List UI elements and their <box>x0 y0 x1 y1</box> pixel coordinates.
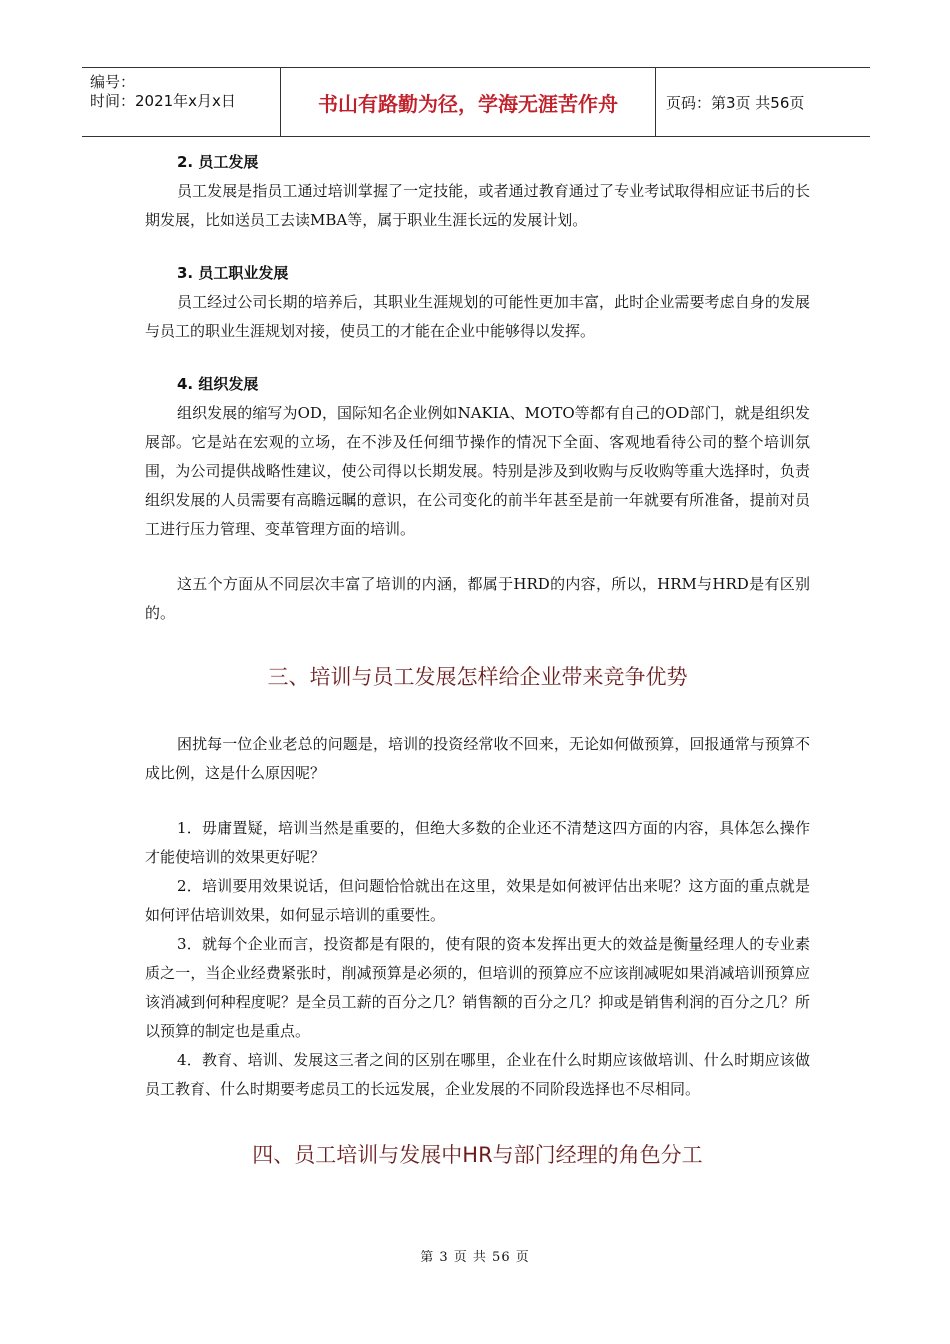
paragraph-organization-development: 组织发展的缩写为OD，国际知名企业例如NAKIA、MOTO等都有自己的OD部门，就是组织发展部。它是站在宏观的立场，在不涉及任何细节操作的情况下全面、客观地看待公司的整个培训氛围，为公司提供战略性建议，使公司得以长期发展。特别是涉及到收购与反收购等重大选择时，负责组织发展的人员需要有高瞻远瞩的意识，在公司变化的前半年甚至是前一年就要有所准备，提前对员工进行压力管理、变革管理方面的培训。 <box>145 404 810 538</box>
paragraph-career-development: 员工经过公司长期的培养后，其职业生涯规划的可能性更加丰富，此时企业需要考虑自身的发展与员工的职业生涯规划对接，使员工的才能在企业中能够得以发挥。 <box>145 293 810 340</box>
header-meta <box>82 68 281 136</box>
document-body <box>145 150 810 1170</box>
page-footer: 第 3 页 共 56 页 <box>420 1250 530 1265</box>
paragraph-intro: 困扰每一位企业老总的问题是，培训的投资经常收不回来，无论如何做预算，回报通常与预算不成比例，这是什么原因呢？ <box>145 735 810 782</box>
section-title-employee-development: 2. 员工发展 <box>177 153 259 171</box>
heading-role-division: 四、员工培训与发展中HR与部门经理的角色分工 <box>252 1143 703 1167</box>
list-item: 4．教育、培训、发展这三者之间的区别在哪里，企业在什么时期应该做培训、什么时期应该做员工教育、什么时期要考虑员工的长远发展，企业发展的不同阶段选择也不尽相同。 <box>145 1051 810 1098</box>
heading-competitive-advantage: 三、培训与员工发展怎样给企业带来竞争优势 <box>267 665 688 689</box>
paragraph-summary: 这五个方面从不同层次丰富了培训的内涵，都属于HRD的内容，所以，HRM与HRD是有区别的。 <box>145 575 810 622</box>
list-item: 3．就每个企业而言，投资都是有限的，使有限的资本发挥出更大的效益是衡量经理人的专业素质之一，当企业经费紧张时，削减预算是必须的，但培训的预算应不应该削减呢如果消减培训预算应该消减到何种程度呢？是全员工薪的百分之几？销售额的百分之几？抑或是销售利润的百分之几？所以预算的制定也是重点。 <box>145 935 810 1040</box>
header-page-info: 页码：第3页 共56页 <box>666 93 805 112</box>
header-motto: 书山有路勤为径，学海无涯苦作舟 <box>281 68 656 136</box>
date-label: 时间：2021年x月x日 <box>90 92 236 110</box>
section-title-organization-development: 4. 组织发展 <box>177 375 259 393</box>
list-item: 1．毋庸置疑，培训当然是重要的，但绝大多数的企业还不清楚这四方面的内容，具体怎么操作才能使培训的效果更好呢？ <box>145 819 810 866</box>
section-title-career-development: 3. 员工职业发展 <box>177 264 289 282</box>
code-label: 编号： <box>90 73 136 91</box>
paragraph-employee-development: 员工发展是指员工通过培训掌握了一定技能，或者通过教育通过了专业考试取得相应证书后的长期发展，比如送员工去读MBA等，属于职业生涯长远的发展计划。 <box>145 182 810 229</box>
list-item: 2．培训要用效果说话，但问题恰恰就出在这里，效果是如何被评估出来呢？这方面的重点就是如何评估培训效果，如何显示培训的重要性。 <box>145 877 810 924</box>
page-header <box>82 67 870 137</box>
